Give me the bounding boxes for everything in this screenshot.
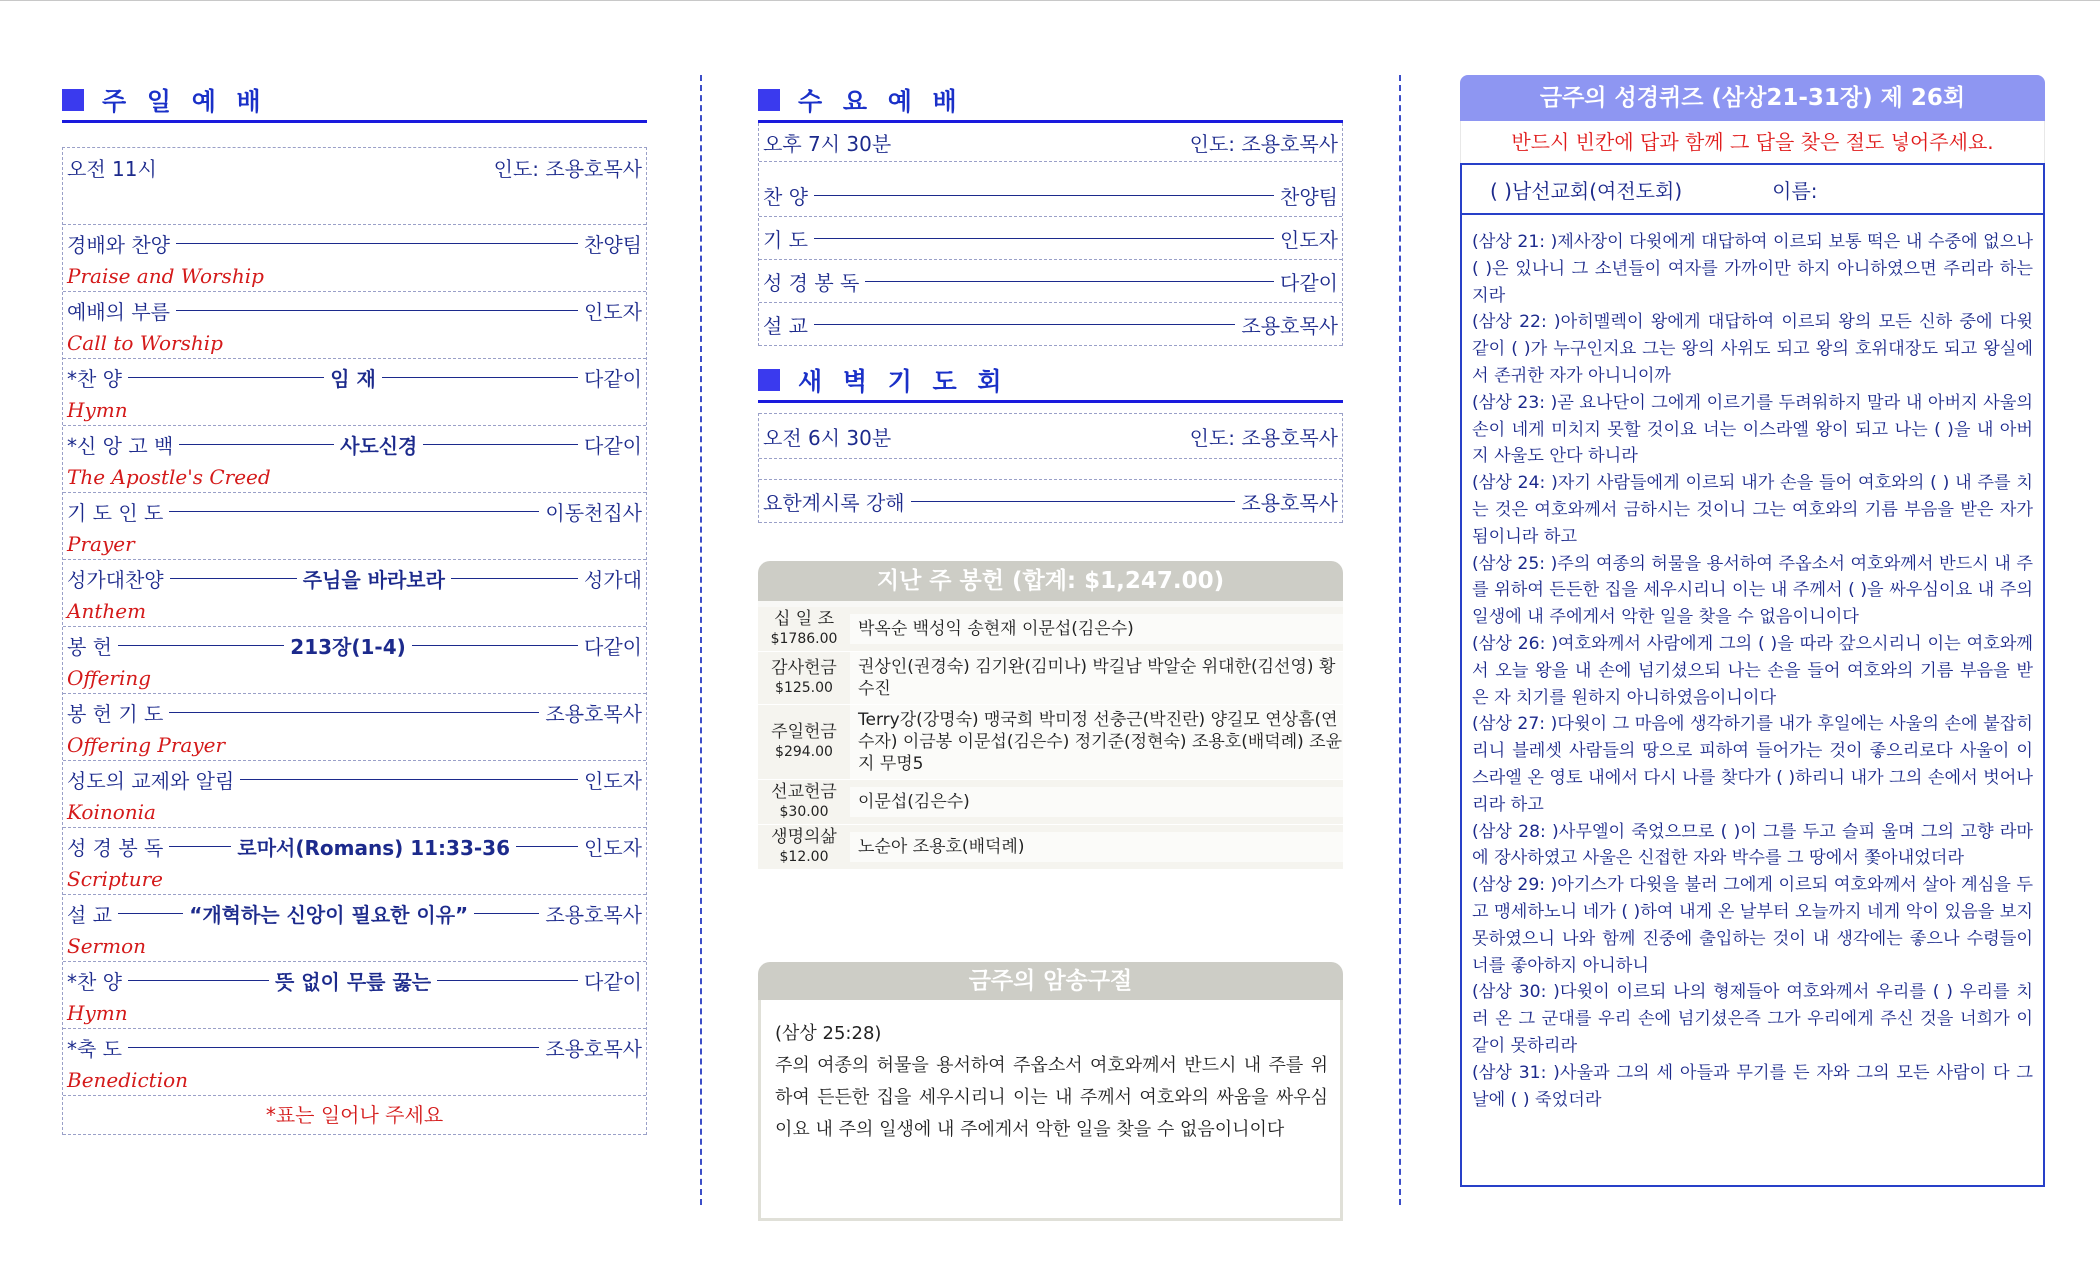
- order-item-person: 다같이: [584, 366, 643, 391]
- leader-line: [128, 377, 324, 378]
- wednesday-item-label: 기 도: [763, 227, 808, 252]
- order-item-person: 다같이: [584, 634, 643, 659]
- memory-verse-section: [758, 962, 1343, 1221]
- order-item-english: Offering: [67, 666, 152, 690]
- quiz-question: (삼상 25: )주의 여종의 허물을 용서하여 주옵소서 여호와께서 반드시 내 주를 위하여 든든한 집을 세우시리니 이는 내 주께서 ( )을 싸우심이요 내 주의 일생에 내 주에게서 악한 일을 찾을 수 없음이니이다: [1472, 553, 2033, 628]
- offering-names: 노순아 조용호(배덕례): [850, 832, 1343, 862]
- quiz-question: (삼상 21: )제사장이 다윗에게 대답하여 이르되 보통 떡은 내 수중에 없으나 ( )은 있나니 그 소년들이 여자를 가까이만 하지 아니하였으면 주리라 하는지라: [1472, 232, 2033, 306]
- dawn-time: 오전 6시 30분: [763, 425, 892, 450]
- quiz-question: (삼상 23: )곧 요나단이 그에게 이르기를 두려워하지 말라 내 아버지 사울의 손이 네게 미치지 못할 것이요 너는 이스라엘 왕이 되고 나는 ( )을 내 아버지 사울도 안다 하니라: [1472, 392, 2033, 467]
- dawn-prayer-header: [758, 360, 1343, 403]
- order-item-person: 인도자: [584, 768, 642, 793]
- order-line: [67, 694, 642, 730]
- order-line: [67, 359, 642, 395]
- offering-section: [758, 561, 1343, 870]
- leader-line: [179, 444, 334, 445]
- order-line: [67, 426, 642, 462]
- offering-kind: 주일헌금: [771, 722, 837, 742]
- offering-names: Terry강(강명숙) 맹국희 박미정 선충근(박진란) 양길모 연상흠(연수자) 이금봉 이문섭(김은수) 정기준(정현숙) 조용호(배덕례) 조윤지 무명5: [850, 705, 1343, 779]
- wednesday-leader: 인도: 조용호목사: [1189, 131, 1338, 156]
- wednesday-order-item: [759, 260, 1342, 303]
- wednesday-worship-title: 수 요 예 배: [798, 87, 963, 116]
- sunday-order-list: [63, 225, 646, 1096]
- bible-quiz-title: 금주의 성경퀴즈 (삼상21-31장) 제 26회: [1460, 75, 2045, 121]
- order-item-person: 조용호목사: [545, 902, 643, 927]
- sunday-order-item: [63, 359, 646, 426]
- order-item-person: 찬양팀: [584, 232, 642, 257]
- order-item-english: Sermon: [67, 934, 146, 958]
- box-bottom-rule: [63, 1134, 646, 1135]
- sunday-order-item: [63, 962, 646, 1029]
- standing-notice: *표는 일어나 주세요: [265, 1103, 444, 1127]
- leader-line: [169, 712, 539, 713]
- order-item-label: 성도의 교제와 알림: [67, 768, 235, 793]
- order-item-english: Praise and Worship: [67, 264, 264, 288]
- quiz-question: (삼상 26: )여호와께서 사람에게 그의 ( )을 따라 갚으시리니 이는 여호와께서 오늘 왕을 내 손에 넘기셨으되 나는 손을 들어 여호와의 기름 부음을 받은 자 치기를 원하지 아니하였음이니이다: [1472, 633, 2033, 708]
- offering-amount: $125.00: [775, 680, 833, 696]
- offering-kind: 십 일 조: [773, 609, 835, 629]
- sunday-order-item: [63, 761, 646, 828]
- order-item-label: 봉 헌: [67, 634, 112, 659]
- offering-kind: 감사헌금: [771, 658, 837, 678]
- order-item-english: Hymn: [67, 398, 128, 422]
- wednesday-order-item: [759, 174, 1342, 217]
- leader-line: [118, 913, 183, 914]
- offering-table: [758, 601, 1343, 870]
- order-item-detail: 주님을 바라보라: [302, 567, 445, 592]
- order-item-detail: “개혁하는 신앙이 필요한 이유”: [189, 902, 469, 927]
- leader-line: [865, 281, 1274, 282]
- order-line: [67, 225, 642, 261]
- offering-names: 권상인(권경숙) 김기완(김미나) 박길남 박알순 위대한(김선영) 황수진: [850, 652, 1343, 704]
- sunday-order-item: [63, 225, 646, 292]
- square-bullet-icon: [758, 89, 780, 111]
- wednesday-worship-header: [758, 80, 1343, 123]
- order-item-person: 성가대: [584, 567, 642, 592]
- order-item-english: Prayer: [67, 532, 135, 556]
- order-item-person: 다같이: [584, 969, 643, 994]
- sunday-worship-section: [62, 80, 647, 1135]
- leader-line: [169, 846, 231, 847]
- quiz-name-row: [1462, 165, 2043, 215]
- order-item-english: Koinonia: [67, 800, 156, 824]
- sunday-order-item: [63, 627, 646, 694]
- sunday-time: 오전 11시: [67, 156, 157, 181]
- column-divider-right: [1399, 75, 1401, 1205]
- sunday-order-item: [63, 493, 646, 560]
- offering-amount: $294.00: [775, 744, 833, 760]
- order-item-person: 이동천집사: [545, 500, 642, 525]
- square-bullet-icon: [62, 89, 84, 111]
- memory-verse-reference: (삼상 25:28): [775, 1023, 882, 1044]
- leader-line: [128, 1047, 539, 1048]
- order-item-detail: 사도신경: [340, 433, 418, 458]
- sunday-order-item: [63, 1029, 646, 1096]
- dawn-item-label: 요한계시록 강해: [763, 490, 905, 515]
- offering-kind-cell: [758, 782, 850, 822]
- leader-line: [382, 377, 578, 378]
- order-item-detail: 뜻 없이 무릎 꿇는: [274, 969, 432, 994]
- leader-line: [169, 511, 539, 512]
- order-line: [67, 828, 642, 864]
- leader-line: [814, 238, 1274, 239]
- leader-line: [451, 578, 578, 579]
- sunday-order-item: [63, 828, 646, 895]
- top-rule: [0, 0, 2100, 1]
- leader-line: [474, 913, 539, 914]
- order-item-label: 성가대찬양: [67, 567, 164, 592]
- order-line: [67, 895, 642, 931]
- order-item-label: 봉 헌 기 도: [67, 701, 164, 726]
- wednesday-order-item: [759, 217, 1342, 260]
- leader-line: [814, 324, 1235, 325]
- wednesday-order-box: [758, 123, 1343, 346]
- order-item-person: 인도자: [584, 299, 642, 324]
- order-item-person: 인도자: [584, 835, 643, 860]
- dawn-order-box: [758, 413, 1343, 523]
- leader-line: [423, 444, 578, 445]
- order-line: [67, 962, 642, 998]
- offering-amount: $12.00: [779, 849, 829, 865]
- quiz-question: (삼상 27: )다윗이 그 마음에 생각하기를 내가 후일에는 사울의 손에 붙잡히리니 블레셋 사람들의 땅으로 피하여 들어가는 것이 좋으리로다 사울이 이스라엘 온 영토 내에서 다시 나를 찾다가 ( )하리니 내가 그의 손에서 벗어나리라 하고: [1472, 714, 2033, 815]
- order-line: [67, 493, 642, 529]
- wednesday-order-list: [759, 174, 1342, 346]
- order-item-english: Offering Prayer: [67, 733, 226, 757]
- order-item-person: 조용호목사: [545, 1036, 642, 1061]
- sunday-order-item: [63, 694, 646, 761]
- memory-verse-title: 금주의 암송구절: [758, 962, 1343, 1000]
- order-item-label: 설 교: [67, 902, 112, 927]
- offering-row: [758, 607, 1343, 652]
- memory-verse-text: 주의 여종의 허물을 용서하여 주옵소서 여호와께서 반드시 내 주를 위하여 든든한 집을 세우시리니 이는 내 주께서 여호와의 싸움을 싸우심이요 내 주의 일생에 내 주에게서 악한 일을 찾을 수 없음이니이다: [775, 1055, 1328, 1140]
- wednesday-item-person: 다같이: [1280, 270, 1338, 295]
- bible-quiz-box: [1460, 163, 2045, 1187]
- dawn-leader: 인도: 조용호목사: [1189, 425, 1338, 450]
- order-item-person: 다같이: [584, 433, 643, 458]
- sunday-leader: 인도: 조용호목사: [493, 156, 642, 181]
- offering-names: 박옥순 백성익 송현재 이문섭(김은수): [850, 614, 1343, 644]
- wednesday-item-person: 조용호목사: [1241, 313, 1338, 338]
- offering-kind-cell: [758, 609, 850, 649]
- dawn-time-row: [759, 413, 1342, 459]
- leader-line: [240, 779, 578, 780]
- column-divider-left: [700, 75, 702, 1205]
- order-line: [67, 292, 642, 328]
- offering-kind-cell: [758, 722, 850, 762]
- quiz-question: (삼상 22: )아히멜렉이 왕에게 대답하여 이르되 왕의 모든 신하 중에 다윗 같이 ( )가 누구인지요 그는 왕의 사위도 되고 왕의 호위대장도 되고 왕실에서 존귀한 자가 아니니이까: [1472, 312, 2033, 386]
- spacer-row: [759, 459, 1342, 480]
- wednesday-item-label: 설 교: [763, 313, 808, 338]
- leader-line: [814, 195, 1274, 196]
- quiz-question: (삼상 31: )사울과 그의 세 아들과 무기를 든 자와 그의 모든 사람이 다 그 날에 ( ) 죽었더라: [1472, 1062, 2033, 1110]
- offering-names: 이문섭(김은수): [850, 787, 1343, 817]
- order-item-label: *축 도: [67, 1036, 122, 1061]
- offering-kind: 선교헌금: [771, 782, 837, 802]
- wednesday-time: 오후 7시 30분: [763, 131, 892, 156]
- quiz-church-field[interactable]: ( )남선교회(여전도회): [1490, 178, 1683, 203]
- order-line: [67, 761, 642, 797]
- order-line: [67, 560, 642, 596]
- order-item-english: The Apostle's Creed: [67, 465, 271, 489]
- order-item-label: 성 경 봉 독: [67, 835, 164, 860]
- sunday-worship-title: 주 일 예 배: [102, 87, 267, 116]
- wednesday-item-label: 찬 양: [763, 184, 808, 209]
- quiz-name-field[interactable]: 이름:: [1772, 178, 1818, 203]
- order-item-label: *찬 양: [67, 969, 122, 994]
- sunday-order-item: [63, 895, 646, 962]
- leader-line: [170, 578, 297, 579]
- order-item-label: 기 도 인 도: [67, 500, 164, 525]
- order-item-label: 경배와 찬양: [67, 232, 170, 257]
- leader-line: [176, 310, 578, 311]
- bible-quiz-section: [1460, 75, 2045, 1187]
- middle-column: [758, 80, 1343, 1221]
- square-bullet-icon: [758, 369, 780, 391]
- sunday-order-item: [63, 560, 646, 627]
- wednesday-time-row: [759, 123, 1342, 162]
- leader-line: [412, 645, 578, 646]
- dawn-order-item: [759, 480, 1342, 523]
- offering-kind-cell: [758, 658, 850, 698]
- order-item-english: Hymn: [67, 1001, 128, 1025]
- wednesday-order-item: [759, 303, 1342, 346]
- quiz-question: (삼상 29: )아기스가 다윗을 불러 그에게 이르되 여호와께서 살아 계심을 두고 맹세하노니 네가 ( )하여 내게 온 날부터 오늘까지 네게 악이 있음을 보지 못하였으니 나와 함께 진중에 출입하는 것이 내 생각에는 좋으나 수령들이 너를 좋아하지 아니하니: [1472, 875, 2033, 976]
- order-item-english: Scripture: [67, 867, 163, 891]
- offering-row: [758, 705, 1343, 780]
- quiz-question: (삼상 24: )자기 사람들에게 이르되 내가 손을 들어 여호와의 ( ) 내 주를 치는 것은 여호와께서 금하시는 것이니 그는 여호와의 기름 부음을 받은 자가 됨이니라 하고: [1472, 473, 2033, 547]
- offering-row: [758, 780, 1343, 825]
- order-item-label: *찬 양: [67, 366, 122, 391]
- order-item-detail: 213장(1-4): [290, 634, 406, 659]
- offering-row: [758, 825, 1343, 870]
- leader-line: [911, 501, 1236, 502]
- quiz-question: (삼상 28: )사무엘이 죽었으므로 ( )이 그를 두고 슬피 울며 그의 고향 라마에 장사하였고 사울은 신접한 자와 박수를 그 땅에서 쫓아내었더라: [1472, 821, 2033, 869]
- memory-verse-box: [758, 1000, 1343, 1221]
- sunday-order-item: [63, 426, 646, 493]
- offering-row: [758, 652, 1343, 705]
- order-line: [67, 627, 642, 663]
- sunday-order-box: [62, 147, 647, 1135]
- sunday-time-row: [63, 148, 646, 186]
- offering-amount: $30.00: [779, 804, 829, 820]
- bible-quiz-instruction: 반드시 빈칸에 답과 함께 그 답을 찾은 절도 넣어주세요.: [1460, 121, 2045, 163]
- wednesday-item-label: 성 경 봉 독: [763, 270, 860, 295]
- order-item-label: 예배의 부름: [67, 299, 170, 324]
- dawn-item-person: 조용호목사: [1241, 490, 1338, 515]
- offering-kind-cell: [758, 827, 850, 867]
- sunday-order-item: [63, 292, 646, 359]
- offering-title: 지난 주 봉헌 (합계: $1,247.00): [758, 561, 1343, 601]
- leader-line: [176, 243, 578, 244]
- order-item-detail: 로마서(Romans) 11:33-36: [237, 835, 511, 860]
- order-line: [67, 1029, 642, 1065]
- offering-amount: $1786.00: [770, 631, 838, 647]
- spacer-row: [63, 186, 646, 225]
- order-item-person: 조용호목사: [545, 701, 642, 726]
- sunday-worship-header: [62, 80, 647, 123]
- offering-kind: 생명의삶: [771, 827, 837, 847]
- order-item-label: *신 앙 고 백: [67, 433, 174, 458]
- leader-line: [128, 980, 269, 981]
- quiz-question: (삼상 30: )다윗이 이르되 나의 형제들아 여호와께서 우리를 ( ) 우리를 치러 온 그 군대를 우리 손에 넘기셨은즉 그가 우리에게 주신 것을 너희가 이같이 못하리라: [1472, 982, 2033, 1056]
- leader-line: [118, 645, 284, 646]
- order-item-detail: 임 재: [330, 366, 376, 391]
- dawn-prayer-title: 새 벽 기 도 회: [798, 367, 1008, 396]
- leader-line: [437, 980, 578, 981]
- leader-line: [516, 846, 578, 847]
- order-item-english: Call to Worship: [67, 331, 223, 355]
- wednesday-item-person: 인도자: [1280, 227, 1338, 252]
- quiz-question-list: [1462, 215, 2043, 1113]
- wednesday-item-person: 찬양팀: [1280, 184, 1338, 209]
- order-item-english: Benediction: [67, 1068, 189, 1092]
- order-item-english: Anthem: [67, 599, 147, 623]
